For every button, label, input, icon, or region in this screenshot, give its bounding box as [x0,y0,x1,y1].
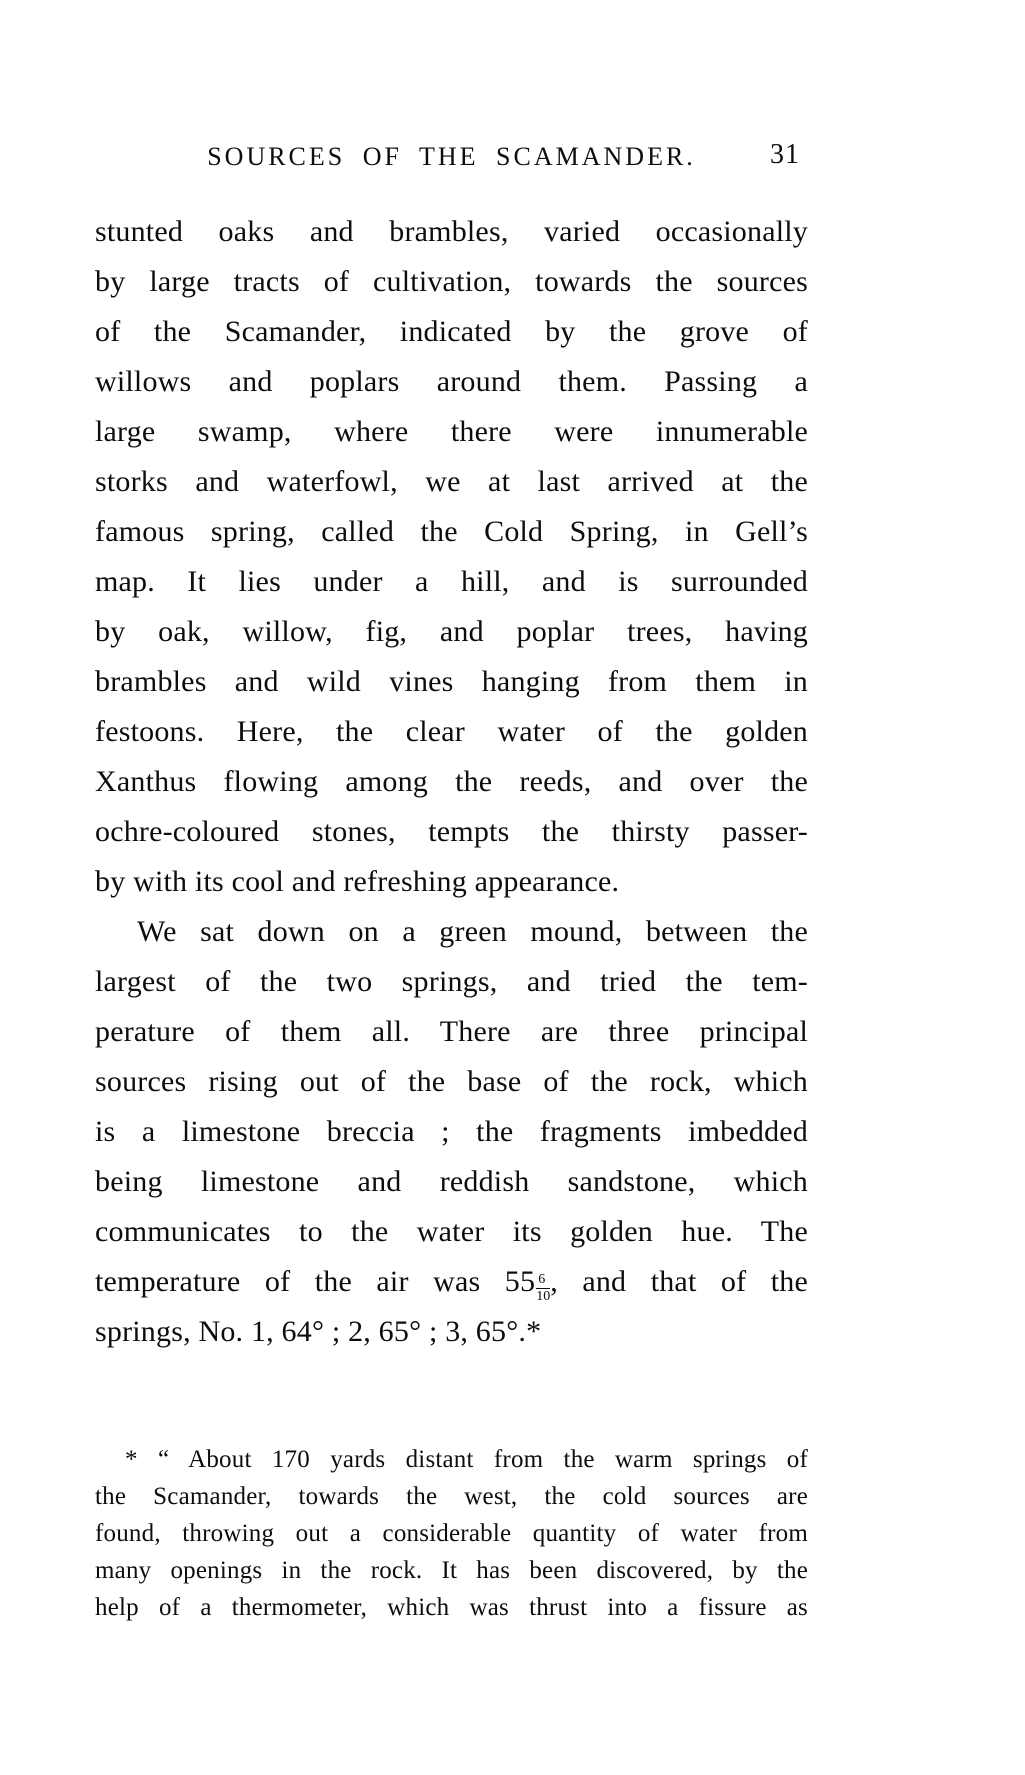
body-text [95,207,808,1357]
text-line: Xanthus flowing among the reeds, and over the [95,765,808,798]
fraction-denominator: 10 [536,1289,551,1304]
text-line: storks and waterfowl, we at last arrived at the [95,465,808,498]
text-line: by large tracts of cultivation, towards the sources [95,265,808,298]
text-line: large swamp, where there were innumerable [95,415,808,448]
text-line: of the Scamander, indicated by the grove of [95,315,808,348]
text-line: famous spring, called the Cold Spring, in Gell’s [95,515,808,548]
text-line: being limestone and reddish sandstone, which [95,1165,808,1198]
text-line: is a limestone breccia ; the fragments imbedded [95,1115,808,1148]
text-line: sources rising out of the base of the rock, which [95,1065,808,1098]
text-line: ochre-coloured stones, tempts the thirsty passer- [95,815,808,848]
fraction [536,1273,550,1304]
text-line: We sat down on a green mound, between the [137,915,808,948]
text-line: many openings in the rock. It has been discovered, by the [95,1557,808,1584]
text-line: temperature of the air was 55 $\frac{6}{10}$ , and that of the [95,1265,809,1304]
text-line: * “ About 170 yards distant from the warm springs of [125,1446,808,1473]
text-line: perature of them all. There are three principal [95,1015,808,1048]
text-line: by oak, willow, fig, and poplar trees, having [95,615,808,648]
text-line: festoons. Here, the clear water of the golden [95,715,808,748]
page-title: SOURCES OF THE SCAMANDER. [207,142,696,171]
text-line: communicates to the water its golden hue. The [95,1215,808,1248]
running-head [95,139,808,178]
text-line: help of a thermometer, which was thrust into a fissure as [95,1594,808,1621]
text-line: map. It lies under a hill, and is surrounded [95,565,808,598]
text-line: by with its cool and refreshing appearance. [95,865,620,898]
text-line: brambles and wild vines hanging from them in [95,665,808,698]
footnote [95,1441,808,1626]
text-line: willows and poplars around them. Passing a [95,365,808,398]
text-line: largest of the two springs, and tried the tem- [95,965,808,998]
page-number: 31 [770,139,800,170]
text-line: stunted oaks and brambles, varied occasionally [95,215,808,248]
text-line: found, throwing out a considerable quantity of water from [95,1520,808,1547]
text-line: springs, No. 1, 64° ; 2, 65° ; 3, 65°.* [95,1315,542,1348]
fraction-numerator: 6 [536,1273,550,1289]
text-line: the Scamander, towards the west, the cold sources are [95,1483,808,1510]
